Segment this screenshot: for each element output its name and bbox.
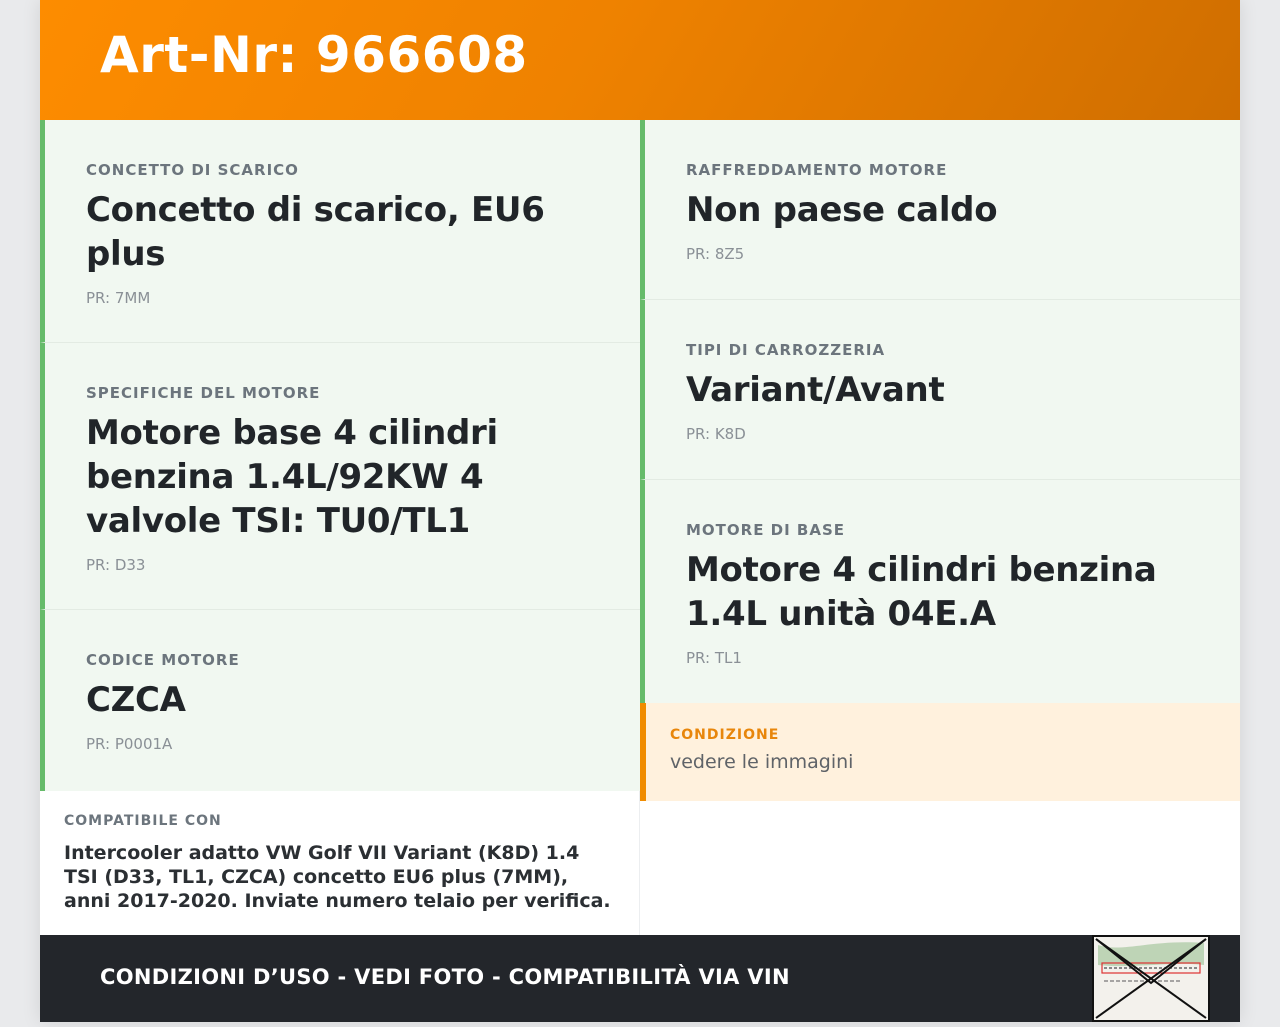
spec-label: TIPI DI CARROZZERIA xyxy=(686,341,886,359)
condition-box xyxy=(640,703,1240,801)
spec-pr-code: PR: 7MM xyxy=(86,289,151,307)
condition-label: CONDIZIONE xyxy=(670,727,780,743)
compatibility-box xyxy=(40,791,640,935)
spec-value: Motore 4 cilindri benzina 1.4L unità 04E.A xyxy=(686,550,1157,634)
spec-label: RAFFREDDAMENTO MOTORE xyxy=(686,161,948,179)
spec-value: Variant/Avant xyxy=(686,370,945,410)
spec-pr-code: PR: P0001A xyxy=(86,735,173,753)
page-title: Art-Nr: 966608 xyxy=(100,26,528,84)
spec-card-base-engine xyxy=(640,480,1240,703)
spec-card-engine-cooling xyxy=(640,120,1240,300)
spec-card-body-type xyxy=(640,300,1240,480)
page xyxy=(40,0,1240,1022)
spec-card-engine-code xyxy=(40,610,640,791)
spec-label: CODICE MOTORE xyxy=(86,651,240,669)
spec-pr-code: PR: TL1 xyxy=(686,649,742,667)
vin-plate-thumbnail xyxy=(1092,935,1210,1022)
footer-text: CONDIZIONI D’USO - VEDI FOTO - COMPATIBILITÀ VIA VIN xyxy=(100,965,790,989)
condition-value: vedere le immagini xyxy=(670,751,854,773)
vin-plate-image xyxy=(1092,935,1210,1022)
compatibility-label: COMPATIBILE CON xyxy=(64,813,222,829)
header-banner xyxy=(40,0,1240,120)
compatibility-text: Intercooler adatto VW Golf VII Variant (K8D) 1.4 TSI (D33, TL1, CZCA) concetto EU6 plus (7MM), anni 2017-2020. Inviate numero telaio per verifica. xyxy=(64,842,611,912)
spec-card-exhaust-concept xyxy=(40,120,640,343)
spec-pr-code: PR: K8D xyxy=(686,425,746,443)
spec-value: CZCA xyxy=(86,680,186,720)
spec-label: CONCETTO DI SCARICO xyxy=(86,161,299,179)
spec-pr-code: PR: 8Z5 xyxy=(686,245,745,263)
spec-card-engine-specs xyxy=(40,343,640,610)
spec-label: MOTORE DI BASE xyxy=(686,521,846,539)
footer-bar xyxy=(40,935,1240,1022)
spec-value: Concetto di scarico, EU6 plus xyxy=(86,190,545,274)
spec-pr-code: PR: D33 xyxy=(86,556,146,574)
spec-value: Motore base 4 cilindri benzina 1.4L/92KW 4 valvole TSI: TU0/TL1 xyxy=(86,413,498,541)
spec-value: Non paese caldo xyxy=(686,190,998,230)
spec-label: SPECIFICHE DEL MOTORE xyxy=(86,384,321,402)
